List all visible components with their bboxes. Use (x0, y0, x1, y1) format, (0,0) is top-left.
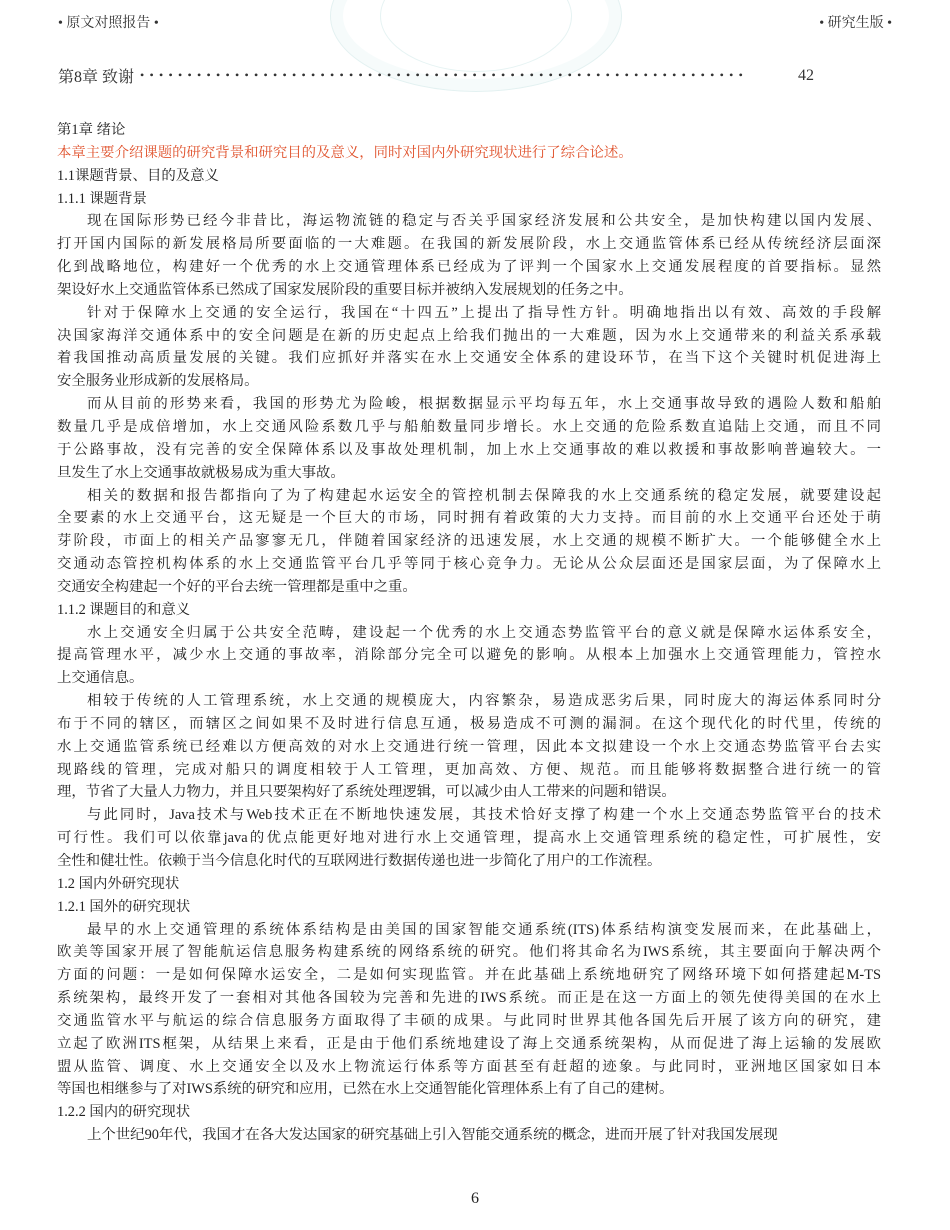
paragraph (57, 302, 881, 393)
section-heading (57, 165, 881, 188)
paragraph-line: 等国也相继参与了对IWS系统的研究和应用，已然在水上交通智能化管理体系上有了自己的建树。 (57, 1081, 674, 1098)
paragraph-line: 交通动态管控机构体系的水上交通监管平台几乎等同于核心竞争力。无论从公众层面还是国家层面，为了保障水上 (57, 556, 881, 573)
paragraph-line: 数量几乎是成倍增加，水上交通风险系数几乎与船舶数量同步增长。水上交通的危险系数直追陆上交通，而且不同 (57, 418, 881, 435)
paragraph-line: 着我国推动高质量发展的关键。我们应抓好并落实在水上交通安全体系的建设环节，在当下这个关键时机促进海上 (57, 350, 881, 367)
paragraph (57, 485, 881, 599)
paragraph (57, 393, 881, 484)
heading-text: 1.2.2 国内的研究现状 (57, 1104, 191, 1121)
paragraph-line: 于公路事故，没有完善的安全保障体系以及事故处理机制，加上水上交通事故的难以救援和事故影响普遍较大。一 (57, 441, 881, 458)
section-heading (57, 896, 881, 919)
paragraph (57, 690, 881, 804)
toc-leader-dots: •••••••••••••••••••••••••••••••••••••••••••••••••••••••••••••••• (140, 68, 749, 82)
edition-label: • 研究生版 • (819, 16, 892, 31)
paragraph-line: 系统架构，最终开发了一套相对其他各国较为完善和先进的IWS系统。而正是在这一方面上的领先使得美国的在水上 (57, 990, 881, 1007)
paragraph-line: 布于不同的辖区，而辖区之间如果不及时进行信息互通，极易造成不可测的漏洞。在这个现代化的时代里，传统的 (57, 715, 881, 732)
paragraph-line: 交通安全构建起一个好的平台去统一管理都是重中之重。 (57, 578, 417, 595)
paragraph-line: 相较于传统的人工管理系统，水上交通的规模庞大，内容繁杂，易造成恶劣后果，同时庞大的海运体系同时分 (87, 693, 881, 710)
section-heading (57, 1101, 881, 1124)
section-heading (57, 599, 881, 622)
paragraph-line: 可行性。我们可以依靠java的优点能更好地对进行水上交通管理，提高水上交通管理系统的稳定性，可扩展性，安 (57, 830, 881, 847)
paragraph-line: 决国家海洋交通体系中的安全问题是在新的历史起点上给我们抛出的一大难题，因为水上交通带来的利益关系承载 (57, 327, 881, 344)
paragraph-line: 最早的水上交通管理的系统体系结构是由美国的国家智能交通系统(ITS)体系结构演变发展而来，在此基础上， (87, 921, 881, 938)
paragraph-line: 打开国内国际的新发展格局所要面临的一大难题。在我国的新发展阶段，水上交通监管体系已经从传统经济层面深 (57, 236, 881, 253)
paragraph-line: 与此同时，Java技术与Web技术正在不断地快速发展，其技术恰好支撑了构建一个水上交通态势监管平台的技术 (87, 807, 881, 824)
paragraph-line: 水上交通安全归属于公共安全范畴，建设起一个优秀的水上交通态势监管平台的意义就是保障水运体系安全， (87, 624, 881, 641)
paragraph-line: 现路线的管理，完成对船只的调度相较于人工管理，更加高效、方便、规范。而且能够将数据整合进行统一的管 (57, 761, 881, 778)
heading-text: 1.2.1 国外的研究现状 (57, 898, 191, 915)
section-heading (57, 873, 881, 896)
paragraph (57, 210, 881, 301)
paragraph-line: 水上交通监管系统已经难以方便高效的对水上交通进行统一管理，因此本文拟建设一个水上交通态势监管平台去实 (57, 738, 881, 755)
paragraph (57, 919, 881, 1102)
chapter-summary (57, 142, 881, 165)
paragraph-line: 上交通信息。 (57, 670, 144, 687)
heading-text: 1.1课题背景、目的及意义 (57, 167, 219, 184)
paragraph-line: 而从目前的形势来看，我国的形势尤为险峻，根据数据显示平均每五年，水上交通事故导致的遇险人数和船舶 (87, 396, 881, 413)
paragraph-line: 化到战略地位，构建好一个优秀的水上交通管理体系已经成为了评判一个国家水上交通发展程度的首要指标。显然 (57, 259, 881, 276)
paragraph (57, 622, 881, 691)
paragraph-line: 安全服务业形成新的发展格局。 (57, 373, 259, 390)
paragraph-line: 提高管理水平，减少水上交通的事故率，消除部分完全可以避免的影响。从根本上加强水上交通管理能力，管控水 (57, 647, 881, 664)
section-heading (57, 188, 881, 211)
paragraph-line: 相关的数据和报告都指向了为了构建起水运安全的管控机制去保障我的水上交通系统的稳定发展，就要建设起 (87, 487, 881, 504)
paragraph-line: 理，节省了大量人力物力，并且只要架构好了系统处理逻辑，可以减少由人工带来的问题和错误。 (57, 784, 676, 801)
paragraph-line: 全性和健壮性。依赖于当今信息化时代的互联网进行数据传递也进一步简化了用户的工作流程。 (57, 853, 662, 869)
heading-text: 本章主要介绍课题的研究背景和研究目的及意义，同时对国内外研究现状进行了综合论述。 (57, 144, 633, 161)
paragraph-line: 芽阶段，市面上的相关产品寥寥无几，伴随着国家经济的迅速发展，水上交通的规模不断扩大。一个能够健全水上 (57, 533, 881, 550)
paragraph (57, 1124, 881, 1147)
heading-text: 1.2 国内外研究现状 (57, 875, 180, 892)
paragraph-line: 旦发生了水上交通事故就极易成为重大事故。 (57, 464, 345, 481)
paragraph-line: 欧美等国家开展了智能航运信息服务构建系统的网络系统的研究。他们将其命名为IWS系统，其主要面向于解决两个 (57, 944, 881, 961)
paragraph-line: 针对于保障水上交通的安全运行，我国在“十四五”上提出了指导性方针。明确地指出以有效、高效的手段解 (87, 304, 881, 321)
paragraph-line: 上个世纪90年代，我国才在各大发达国家的研究基础上引入智能交通系统的概念，进而开展了针对我国发展现 (87, 1127, 778, 1144)
document-body (57, 119, 881, 1147)
section-heading (57, 119, 881, 142)
heading-text: 1.1.2 课题目的和意义 (57, 601, 191, 618)
paragraph-line: 架设好水上交通监管体系已然成了国家发展阶段的重要目标并被纳入发展规划的任务之中。 (57, 281, 633, 298)
report-type-label: • 原文对照报告 • (58, 16, 159, 31)
toc-entry-page: 42 (798, 66, 814, 84)
paragraph-line: 盟从监管、调度、水上交通安全以及水上物流运行体系等方面甚至有赶超的迹象。与此同时，亚洲地区国家如日本 (57, 1058, 881, 1075)
heading-text: 1.1.1 课题背景 (57, 190, 147, 207)
paragraph-line: 现在国际形势已经今非昔比，海运物流链的稳定与否关乎国家经济发展和公共安全，是加快构建以国内发展、 (87, 213, 881, 230)
heading-text: 第1章 绪论 (57, 122, 126, 138)
toc-entry-label: 第8章 致谢 (58, 69, 135, 86)
paragraph-line: 立起了欧洲ITS框架，从结果上来看，正是由于他们系统地建设了海上交通系统架构，从而促进了海上运输的发展欧 (57, 1035, 881, 1052)
paragraph-line: 方面的问题：一是如何保障水运安全，二是如何实现监管。并在此基础上系统地研究了网络环境下如何搭建起M-TS (57, 967, 881, 984)
toc-entry[interactable] (58, 64, 814, 87)
paragraph (57, 804, 881, 873)
page-number: 6 (471, 1190, 479, 1207)
paragraph-line: 交通监管水平与航运的综合信息服务方面取得了丰硕的成果。与此同时世界其他各国先后开展了该方向的研究，建 (57, 1012, 881, 1029)
paragraph-line: 全要素的水上交通平台，这无疑是一个巨大的市场，同时拥有着政策的大力支持。而目前的水上交通平台还处于萌 (57, 510, 881, 527)
